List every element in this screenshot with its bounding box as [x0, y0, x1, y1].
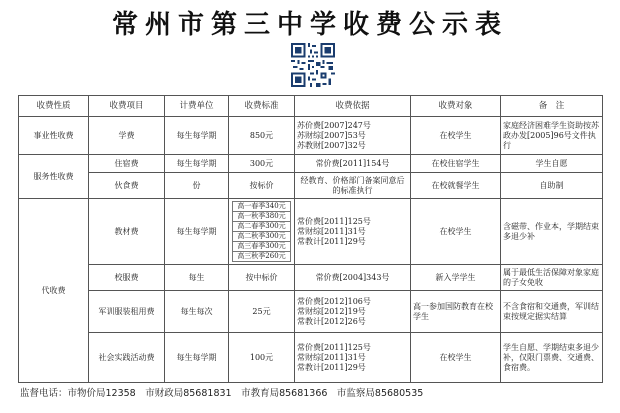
header-item: 收费项目 — [89, 96, 165, 117]
basis-cell — [295, 333, 411, 383]
unit-cell: 每生每次 — [165, 291, 229, 333]
standard-cell: 25元 — [229, 291, 295, 333]
item-cell: 教材费 — [89, 199, 165, 265]
unit-cell: 每生每学期 — [165, 117, 229, 155]
header-standard: 收费标准 — [229, 96, 295, 117]
unit-cell: 每生每学期 — [165, 155, 229, 173]
basis-line: 常教计[2012]26号 — [297, 316, 366, 326]
target-cell: 在校学生 — [411, 333, 501, 383]
note-cell: 学生自愿、学期结束多退少补，仅限门票费、交通费、食宿费。 — [501, 333, 603, 383]
header-basis: 收费依据 — [295, 96, 411, 117]
table-row-meals — [19, 173, 603, 199]
note-cell: 含磁带、作业本，学期结束多退少补 — [501, 199, 603, 265]
target-cell: 高一参加国防教育在校学生 — [411, 291, 501, 333]
table-row-military — [19, 291, 603, 333]
basis-cell: 常价费[2004]343号 — [295, 265, 411, 291]
target-cell: 在校学生 — [411, 199, 501, 265]
target-cell: 新入学学生 — [411, 265, 501, 291]
page-title: 常州市第三中学收费公示表 — [111, 10, 508, 40]
table-row-lodging — [19, 155, 603, 173]
category-cell: 事业性收费 — [19, 117, 89, 155]
note-cell: 属于最低生活保障对象家庭的子女免收 — [501, 265, 603, 291]
item-cell: 伙食费 — [89, 173, 165, 199]
item-cell: 军训服装租用费 — [89, 291, 165, 333]
table-row-textbooks — [19, 199, 603, 265]
target-cell: 在校学生 — [411, 117, 501, 155]
standard-cell: 300元 — [229, 155, 295, 173]
basis-line: 常价费[2011]125号 — [297, 342, 371, 352]
basis-line: 常价费[2012]106号 — [297, 296, 371, 306]
textbook-price-list — [232, 201, 291, 262]
header-note: 备 注 — [501, 96, 603, 117]
table-row-uniform — [19, 265, 603, 291]
note-cell: 自助制 — [501, 173, 603, 199]
item-cell: 校服费 — [89, 265, 165, 291]
header-target: 收费对象 — [411, 96, 501, 117]
item-cell: 社会实践活动费 — [89, 333, 165, 383]
textbook-price: 高三春季300元 — [233, 242, 291, 252]
unit-cell: 份 — [165, 173, 229, 199]
basis-cell — [295, 199, 411, 265]
textbook-price: 高三秋季260元 — [233, 252, 291, 262]
standard-cell: 按标价 — [229, 173, 295, 199]
unit-cell: 每生每学期 — [165, 199, 229, 265]
standard-cell — [229, 199, 295, 265]
standard-cell: 100元 — [229, 333, 295, 383]
category-cell: 代收费 — [19, 199, 89, 383]
table-row-tuition — [19, 117, 603, 155]
basis-line: 苏价费[2007]247号 — [297, 120, 371, 130]
basis-line: 常财综[2011]31号 — [297, 226, 366, 236]
basis-cell: 经教育、价格部门备案同意后的标准执行 — [295, 173, 411, 199]
fee-table — [18, 95, 603, 383]
basis-line: 常财综[2012]19号 — [297, 306, 366, 316]
note-cell: 家庭经济困难学生资助按苏政办发[2005]96号文件执行 — [501, 117, 603, 155]
basis-line: 常价费[2011]125号 — [297, 216, 371, 226]
header-unit: 计费单位 — [165, 96, 229, 117]
unit-cell: 每生 — [165, 265, 229, 291]
category-cell: 服务性收费 — [19, 155, 89, 199]
table-header-row — [19, 96, 603, 117]
unit-cell: 每生每学期 — [165, 333, 229, 383]
item-cell: 学费 — [89, 117, 165, 155]
textbook-price: 高二春季300元 — [233, 222, 291, 232]
textbook-price: 高一春季340元 — [233, 202, 291, 212]
target-cell: 在校住宿学生 — [411, 155, 501, 173]
note-cell: 学生自愿 — [501, 155, 603, 173]
standard-cell: 按中标价 — [229, 265, 295, 291]
basis-cell — [295, 117, 411, 155]
textbook-price: 高一秋季380元 — [233, 212, 291, 222]
header-category: 收费性质 — [19, 96, 89, 117]
table-row-practice — [19, 333, 603, 383]
basis-line: 常教计[2011]29号 — [297, 236, 366, 246]
note-cell: 不含食宿和交通费，军训结束按规定据实结算 — [501, 291, 603, 333]
basis-line: 常教计[2011]29号 — [297, 362, 366, 372]
textbook-price: 高二秋季300元 — [233, 232, 291, 242]
supervision-hotlines: 监督电话：市物价局12358 市财政局85681831 市教育局85681366 市监察局85680535 — [20, 388, 424, 399]
standard-cell: 850元 — [229, 117, 295, 155]
target-cell: 在校就餐学生 — [411, 173, 501, 199]
basis-line: 常财综[2011]31号 — [297, 352, 366, 362]
basis-line: 苏教财[2007]32号 — [297, 140, 366, 150]
basis-line: 苏财综[2007]53号 — [297, 130, 366, 140]
basis-cell: 常价费[2011]154号 — [295, 155, 411, 173]
item-cell: 住宿费 — [89, 155, 165, 173]
basis-cell — [295, 291, 411, 333]
qr-code — [291, 43, 335, 87]
